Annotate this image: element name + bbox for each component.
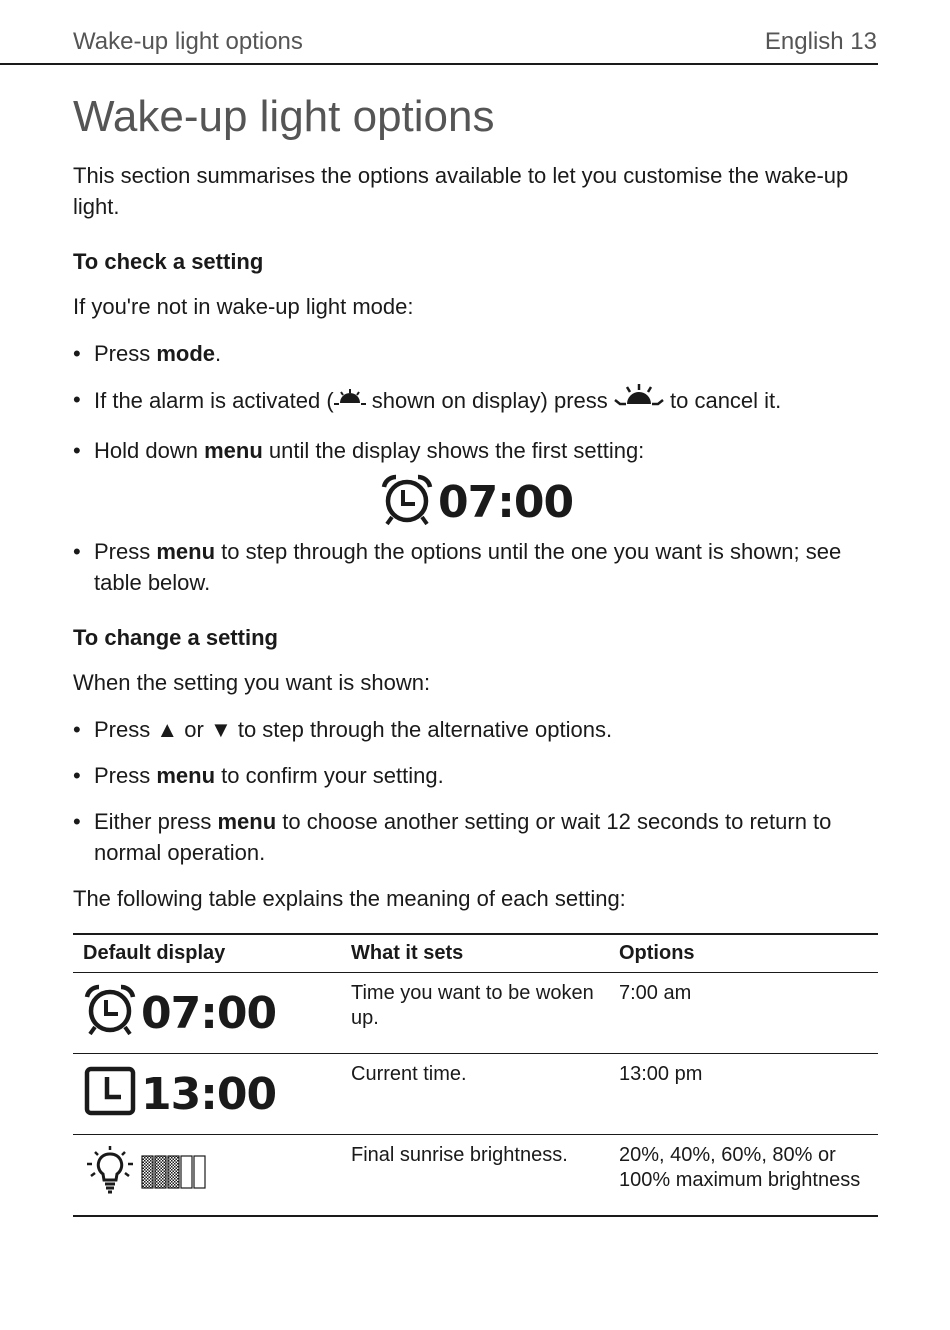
check-steps-list-continued [73, 536, 873, 598]
change-setting-heading: To change a setting [73, 625, 278, 650]
options-cell: 7:00 am [609, 973, 878, 1054]
check-setting-heading: To check a setting [73, 249, 264, 274]
header-section-title: Wake-up light options [73, 28, 303, 55]
list-item: • Either press menu to choose another setting or wait 12 seconds to return to normal operation. [73, 806, 873, 868]
list-item: • Hold down menu until the display shows the first setting: [73, 435, 873, 466]
page-header [73, 22, 877, 62]
column-header: Options [609, 934, 878, 973]
menu-key-label: menu [156, 539, 216, 564]
column-header: Default display [73, 934, 341, 973]
first-setting-display [380, 474, 573, 531]
list-item: • Press ▲ or ▼ to step through the alternative options. [73, 714, 873, 745]
list-item: • Press mode. [73, 338, 873, 369]
intro-paragraph: This section summarises the options available to let you customise the wake-up light. [73, 163, 849, 219]
main-content [73, 160, 873, 481]
menu-key-label: menu [156, 763, 216, 788]
list-item: • If the alarm is activated ( shown on display) press to cancel it. [73, 384, 873, 420]
table-row [73, 1135, 878, 1217]
clock-icon [83, 1065, 137, 1124]
sets-cell: Time you want to be woken up. [341, 973, 609, 1054]
check-steps-list [73, 338, 873, 466]
table-row [73, 973, 878, 1054]
change-lead: When the setting you want is shown: [73, 670, 431, 695]
table-intro: The following table explains the meaning of each setting: [73, 886, 626, 911]
options-cell: 20%, 40%, 60%, 80% or 100% maximum brightness [609, 1135, 878, 1217]
table-header-row [73, 934, 878, 973]
sunrise-button-icon [614, 384, 664, 420]
header-divider [0, 63, 878, 65]
table-row [73, 1054, 878, 1135]
sunrise-small-icon [334, 387, 366, 418]
up-arrow-icon: ▲ [156, 717, 179, 742]
mode-key-label: mode [156, 341, 216, 366]
alarm-clock-icon [83, 984, 137, 1043]
sets-cell: Current time. [341, 1054, 609, 1135]
menu-key-label: menu [217, 809, 277, 834]
header-page-number: English 13 [764, 28, 877, 55]
settings-table [73, 933, 878, 1217]
options-cell: 13:00 pm [609, 1054, 878, 1135]
brightness-bar-icon [141, 1154, 211, 1197]
list-item: • Press menu to step through the options until the one you want is shown; see table below. [73, 536, 873, 598]
down-arrow-icon: ▼ [209, 717, 232, 742]
light-bulb-icon [83, 1146, 137, 1205]
column-header: What it sets [341, 934, 609, 973]
alarm-clock-icon [380, 474, 434, 531]
change-steps-list [73, 714, 873, 868]
menu-key-label: menu [204, 438, 263, 463]
display-time: 07:00 [438, 477, 574, 528]
display-time: 13:00 [141, 1068, 277, 1120]
list-item: • Press menu to confirm your setting. [73, 760, 873, 791]
page-title: Wake-up light options [73, 92, 495, 141]
display-cell [73, 1054, 341, 1135]
display-time: 07:00 [141, 987, 277, 1039]
display-cell [73, 1135, 341, 1217]
display-cell [73, 973, 341, 1054]
check-content-continued [73, 536, 873, 914]
sets-cell: Final sunrise brightness. [341, 1135, 609, 1217]
check-lead: If you're not in wake-up light mode: [73, 294, 414, 319]
